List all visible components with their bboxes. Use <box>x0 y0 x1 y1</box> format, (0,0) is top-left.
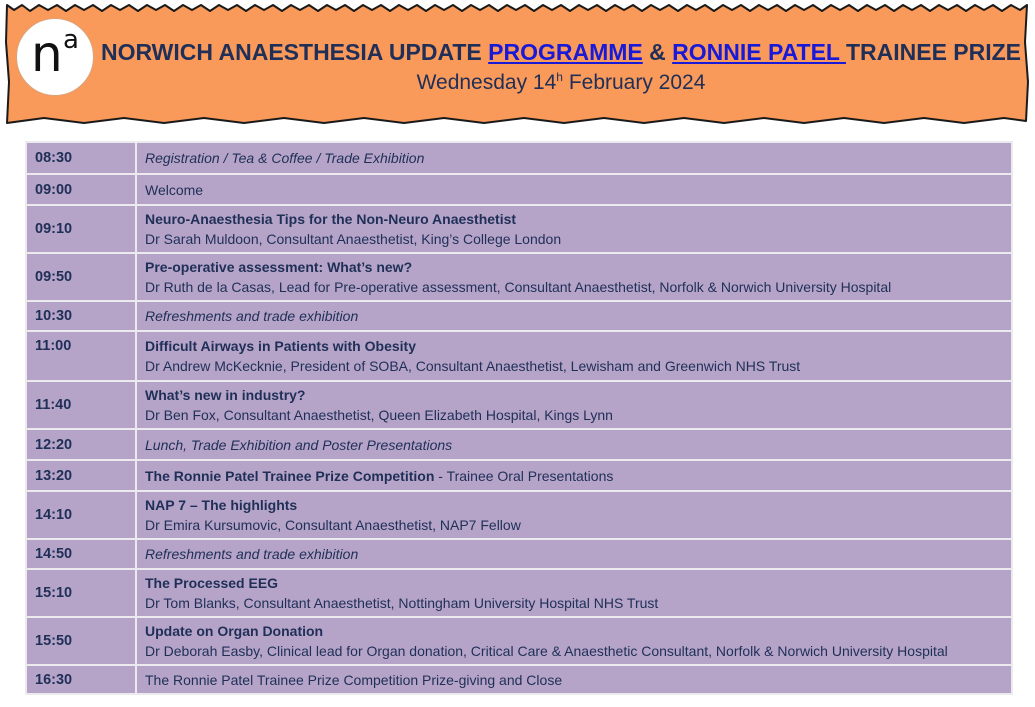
talk-cell <box>136 491 1012 539</box>
time-cell: 15:10 <box>26 569 136 617</box>
ronnie-patel-link[interactable]: RONNIE PATEL <box>672 39 846 65</box>
talk-title: The Processed EEG <box>145 575 279 591</box>
table-row <box>26 253 1012 301</box>
time-cell: 11:00 <box>26 331 136 381</box>
table-row <box>26 205 1012 253</box>
time-cell: 08:30 <box>26 142 136 174</box>
talk-cell <box>136 617 1012 665</box>
programme-table-wrapper <box>25 141 1013 695</box>
time-cell: 09:10 <box>26 205 136 253</box>
talk-title: Neuro-Anaesthesia Tips for the Non-Neuro Anaesthetist <box>145 211 517 227</box>
table-row <box>26 569 1012 617</box>
table-row <box>26 491 1012 539</box>
time-cell: 16:30 <box>26 665 136 694</box>
table-row <box>26 460 1012 491</box>
talk-title: Pre-operative assessment: What’s new? <box>145 259 413 275</box>
title-part-1: NORWICH ANAESTHESIA UPDATE <box>100 39 489 65</box>
table-row <box>26 142 1012 174</box>
talk-title: What’s new in industry? <box>145 387 306 403</box>
activity-cell: Welcome <box>136 174 1012 205</box>
competition-detail: - Trainee Oral Presentations <box>434 467 614 484</box>
talk-cell <box>136 253 1012 301</box>
time-cell: 12:20 <box>26 429 136 460</box>
page-title <box>96 39 1026 66</box>
speaker-details: Dr Deborah Easby, Clinical lead for Organ donation, Critical Care & Anaesthetic Consultant, Norfolk & Norwich University Hospital <box>145 643 948 659</box>
activity-cell: The Ronnie Patel Trainee Prize Competition Prize-giving and Close <box>136 665 1012 694</box>
logo-letter-a: a <box>63 25 79 55</box>
event-date <box>96 70 1026 95</box>
title-part-3: TRAINEE PRIZE <box>845 39 1022 65</box>
time-cell: 15:50 <box>26 617 136 665</box>
activity-cell <box>136 460 1012 491</box>
speaker-details: Dr Emira Kursumovic, Consultant Anaesthetist, NAP7 Fellow <box>145 517 521 533</box>
speaker-details: Dr Ben Fox, Consultant Anaesthetist, Queen Elizabeth Hospital, Kings Lynn <box>145 407 613 423</box>
time-cell: 14:10 <box>26 491 136 539</box>
programme-table <box>25 141 1013 695</box>
talk-cell <box>136 381 1012 429</box>
time-cell: 10:30 <box>26 301 136 331</box>
title-part-2: & <box>642 39 673 65</box>
table-row <box>26 429 1012 460</box>
time-cell: 14:50 <box>26 539 136 569</box>
speaker-details: Dr Sarah Muldoon, Consultant Anaesthetist, King’s College London <box>145 231 562 247</box>
time-cell: 09:00 <box>26 174 136 205</box>
activity-cell: Refreshments and trade exhibition <box>136 301 1012 331</box>
programme-link[interactable]: PROGRAMME <box>488 39 643 65</box>
time-cell: 13:20 <box>26 460 136 491</box>
talk-title: NAP 7 – The highlights <box>145 497 298 513</box>
speaker-details: Dr Ruth de la Casas, Lead for Pre-operative assessment, Consultant Anaesthetist, Norfolk & Norwich University Hospital <box>145 279 892 295</box>
talk-title: Difficult Airways in Patients with Obesity <box>145 338 416 354</box>
time-cell: 09:50 <box>26 253 136 301</box>
activity-cell: Refreshments and trade exhibition <box>136 539 1012 569</box>
speaker-details: Dr Andrew McKecknie, President of SOBA, Consultant Anaesthetist, Lewisham and Greenwich NHS Trust <box>145 358 801 374</box>
logo <box>16 18 94 96</box>
date-before: Wednesday 14 <box>416 71 557 94</box>
activity-cell: Registration / Tea & Coffee / Trade Exhibition <box>136 142 1012 174</box>
talk-title: Update on Organ Donation <box>145 623 324 639</box>
competition-title: The Ronnie Patel Trainee Prize Competition <box>145 467 435 484</box>
date-after: February 2024 <box>562 71 706 94</box>
table-row <box>26 665 1012 694</box>
table-row <box>26 381 1012 429</box>
time-cell: 11:40 <box>26 381 136 429</box>
talk-cell <box>136 331 1012 381</box>
table-row <box>26 174 1012 205</box>
date-superscript: h <box>556 70 563 84</box>
talk-cell <box>136 569 1012 617</box>
speaker-details: Dr Tom Blanks, Consultant Anaesthetist, Nottingham University Hospital NHS Trust <box>145 595 659 611</box>
logo-letter-n: n <box>31 25 63 83</box>
table-row <box>26 539 1012 569</box>
talk-cell <box>136 205 1012 253</box>
table-row <box>26 331 1012 381</box>
activity-cell: Lunch, Trade Exhibition and Poster Presentations <box>136 429 1012 460</box>
table-row <box>26 301 1012 331</box>
table-row <box>26 617 1012 665</box>
header-banner <box>4 2 1030 126</box>
